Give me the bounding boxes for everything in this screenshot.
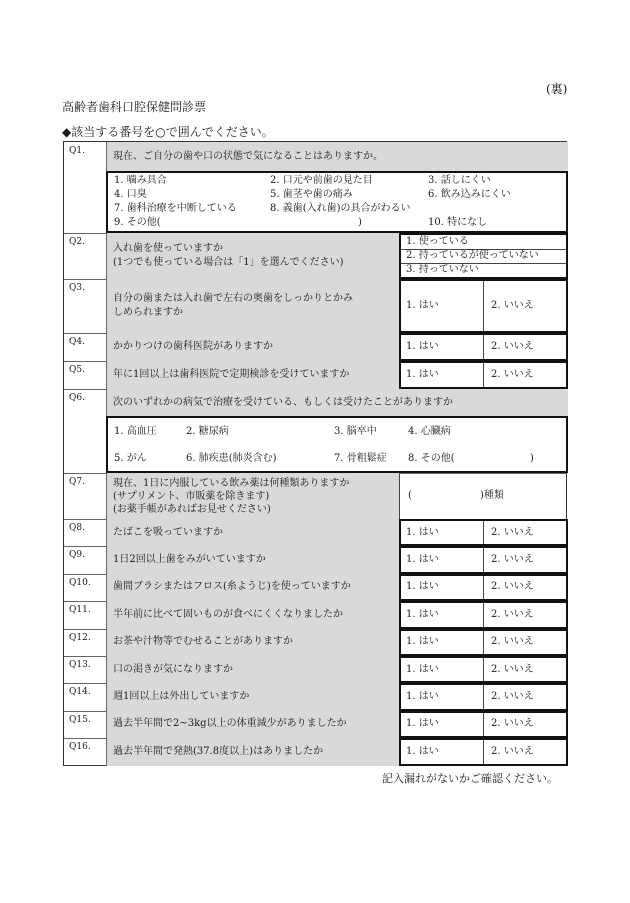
question-line: (サプリメント、市販薬を除きます) (113, 490, 270, 502)
answer-options (399, 233, 568, 279)
footer-note: 記入漏れがないかご確認ください。 (382, 772, 558, 785)
no-option[interactable]: 2. いいえ (491, 745, 534, 757)
question-number: Q11. (69, 605, 91, 616)
no-option[interactable]: 2. いいえ (491, 608, 534, 620)
question-number: Q12. (69, 632, 91, 643)
question-number: Q5. (69, 365, 85, 375)
answer-options (399, 738, 568, 765)
question-text: 年に1回以上は歯科医院で定期検診を受けていますか (106, 361, 399, 389)
yes-option[interactable]: 1. はい (406, 745, 439, 757)
option[interactable]: 3. 脳卒中 (334, 426, 377, 437)
form-title: 高齢者歯科口腔保健問診票 (62, 100, 207, 114)
no-option[interactable]: 2. いいえ (491, 300, 534, 311)
question-number: Q6. (69, 393, 85, 403)
yes-option[interactable]: 1. はい (406, 300, 439, 311)
answer-options (106, 171, 568, 233)
option[interactable]: 8. その他( (408, 453, 455, 464)
option[interactable]: 3. 話しにくい (428, 175, 491, 186)
answer-options (399, 519, 568, 546)
question-line: 入れ歯を使っていますか (113, 243, 223, 254)
option[interactable]: 6. 飲み込みにくい (428, 189, 511, 200)
question-number: Q10. (69, 577, 91, 588)
question-number: Q13. (69, 660, 91, 670)
question-line: 現在、1日に内服している飲み薬は何種類ありますか (113, 477, 350, 489)
option-close-paren: ) (530, 453, 534, 464)
option[interactable]: 7. 骨粗鬆症 (334, 453, 387, 464)
question-text: 半年前に比べて固いものが食べにくくなりましたか (106, 601, 399, 628)
question-number: Q4. (69, 337, 85, 347)
question-text: 過去半年間で発熱(37.8度以上)はありましたか (106, 738, 399, 765)
answer-options (399, 683, 568, 710)
option[interactable]: 5. がん (114, 453, 147, 464)
question-number: Q16. (69, 742, 91, 753)
question-number: Q14. (69, 687, 91, 698)
question-number: Q15. (69, 714, 91, 725)
no-option[interactable]: 2. いいえ (491, 718, 534, 730)
medicine-count-field[interactable] (399, 473, 568, 519)
question-number: Q3. (69, 283, 85, 293)
question-line: しめられますか (113, 307, 183, 318)
answer-options (399, 711, 568, 738)
answer-options (399, 629, 568, 656)
yes-option[interactable]: 1. はい (406, 369, 439, 380)
question-line: (お薬手帳があればお見せください) (113, 503, 271, 515)
question-text: 口の渇きが気になりますか (106, 656, 399, 683)
yes-option[interactable]: 1. はい (406, 526, 439, 538)
question-number: Q1. (69, 146, 85, 156)
answer-options (399, 546, 568, 573)
no-option[interactable]: 2. いいえ (491, 369, 534, 380)
yes-option[interactable]: 1. はい (406, 663, 439, 675)
answer-options (399, 574, 568, 601)
question-text: お茶や汁物等でむせることがありますか (106, 629, 399, 656)
question-text: 過去半年間で2~3kg以上の体重減少がありましたか (106, 711, 399, 738)
question-text: 歯間ブラシまたはフロス(糸ようじ)を使っていますか (106, 574, 399, 601)
page-side-label: (裏) (546, 82, 568, 96)
question-text: かかりつけの歯科医院がありますか (106, 333, 399, 361)
question-number: Q7. (69, 477, 85, 487)
answer-options (399, 601, 568, 628)
question-text: 1日2回以上歯をみがいていますか (106, 546, 399, 573)
option[interactable]: 7. 歯科治療を中断している (114, 203, 237, 214)
question-number: Q9. (69, 550, 85, 561)
option-close-paren: ) (358, 217, 362, 228)
no-option[interactable]: 2. いいえ (491, 526, 534, 538)
no-option[interactable]: 2. いいえ (491, 691, 534, 703)
answer-options (399, 656, 568, 683)
answer-options (399, 279, 568, 333)
no-option[interactable]: 2. いいえ (491, 554, 534, 566)
answer-options (399, 361, 568, 389)
question-text: 週1回以上は外出していますか (106, 683, 399, 710)
question-text (106, 279, 399, 333)
answer-options (106, 416, 568, 473)
option[interactable]: 6. 肺疾患(肺炎含む) (186, 453, 277, 464)
question-number: Q8. (69, 523, 85, 533)
option[interactable]: 9. その他( (114, 217, 161, 228)
option[interactable]: 3. 持っていない (406, 264, 479, 275)
question-text: 現在、ご自分の歯や口の状態で気になることはありますか。 (106, 142, 568, 171)
option[interactable]: 10. 特になし (428, 217, 488, 228)
option[interactable]: 2. 糖尿病 (186, 426, 229, 437)
yes-option[interactable]: 1. はい (406, 691, 439, 703)
option[interactable]: 2. 持っているが使っていない (406, 250, 539, 261)
no-option[interactable]: 2. いいえ (491, 636, 534, 648)
no-option[interactable]: 2. いいえ (491, 341, 534, 352)
yes-option[interactable]: 1. はい (406, 636, 439, 648)
question-line: 自分の歯または入れ歯で左右の奥歯をしっかりとかみ (113, 293, 353, 304)
question-number: Q2. (69, 237, 85, 247)
no-option[interactable]: 2. いいえ (491, 663, 534, 675)
instruction-text: ◆該当する番号を○で囲んでください。 (62, 125, 274, 139)
option[interactable]: 4. 口臭 (114, 189, 147, 200)
option[interactable]: 4. 心臓病 (408, 426, 451, 437)
question-text: たばこを吸っていますか (106, 519, 399, 546)
yes-option[interactable]: 1. はい (406, 581, 439, 593)
no-option[interactable]: 2. いいえ (491, 581, 534, 593)
count-unit: )種類 (480, 490, 504, 501)
answer-options (399, 333, 568, 361)
yes-option[interactable]: 1. はい (406, 341, 439, 352)
question-text (106, 233, 399, 279)
option[interactable]: 1. 高血圧 (114, 426, 157, 437)
option[interactable]: 8. 義歯(入れ歯)の具合がわるい (270, 203, 411, 214)
question-text (106, 473, 399, 519)
option[interactable]: 5. 歯茎や歯の痛み (270, 189, 353, 200)
option[interactable]: 2. 口元や前歯の見た目 (270, 175, 373, 186)
option[interactable]: 1. 使っている (406, 236, 469, 247)
paren-open: ( (408, 490, 412, 501)
questionnaire-form (63, 141, 567, 766)
question-line: (1つでも使っている場合は「1」を選んでください) (113, 257, 344, 268)
option[interactable]: 1. 噛み具合 (114, 175, 167, 186)
yes-option[interactable]: 1. はい (406, 554, 439, 566)
yes-option[interactable]: 1. はい (406, 608, 439, 620)
yes-option[interactable]: 1. はい (406, 718, 439, 730)
question-text: 次のいずれかの病気で治療を受けている、もしくは受けたことがありますか (106, 389, 568, 416)
